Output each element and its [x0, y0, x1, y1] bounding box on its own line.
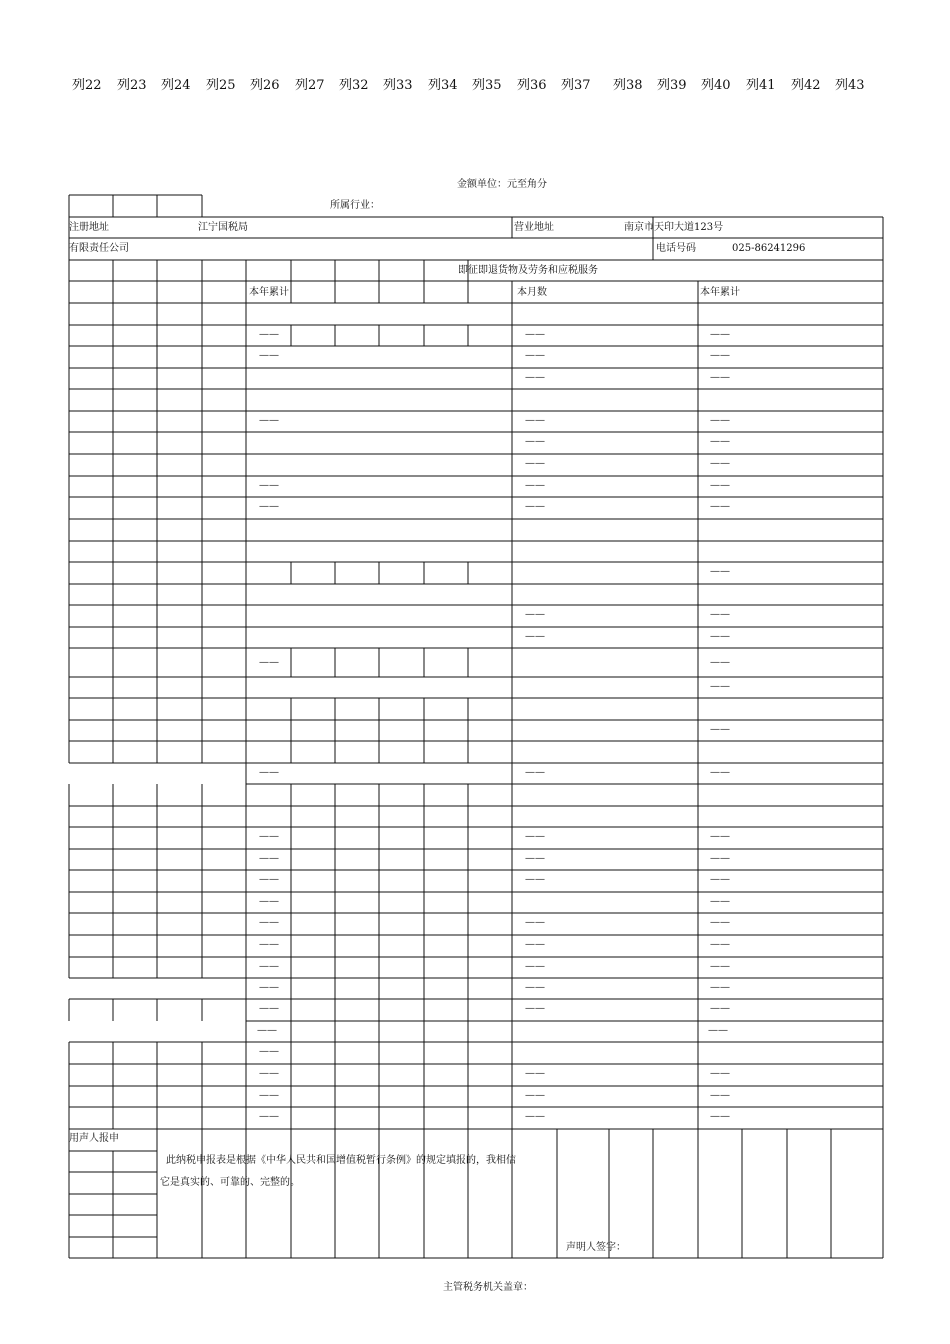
column-header-17: 列42 [791, 78, 821, 93]
column-header-5: 列26 [250, 78, 280, 93]
dash-mark: —— [259, 501, 279, 512]
dash-mark: —— [525, 1090, 545, 1101]
industry-label: 所属行业： [330, 200, 380, 211]
dash-mark: —— [710, 982, 730, 993]
phone-label: 电话号码 [656, 243, 696, 254]
dash-mark: —— [710, 896, 730, 907]
declaration-line-2: 它是真实的、可靠的、完整的。 [160, 1177, 300, 1188]
dash-mark: —— [259, 896, 279, 907]
dash-mark: —— [259, 961, 279, 972]
dash-mark: —— [259, 874, 279, 885]
dash-mark: —— [710, 917, 730, 928]
dash-mark: —— [525, 1068, 545, 1079]
refund-section-title: 即征即退货物及劳务和应税服务 [458, 265, 598, 276]
reg-address-value: 江宁国税局 [198, 222, 248, 233]
dash-mark: —— [259, 1068, 279, 1079]
dash-mark: —— [710, 631, 730, 642]
phone-value: 025-86241296 [732, 243, 806, 254]
column-header-10: 列35 [472, 78, 502, 93]
ytd-label-1: 本年累计 [249, 287, 289, 298]
dash-mark: —— [710, 831, 730, 842]
dash-mark: —— [525, 480, 545, 491]
dash-mark: —— [259, 767, 279, 778]
column-header-7: 列32 [339, 78, 369, 93]
company-type: 有限责任公司 [69, 243, 129, 254]
dash-mark: —— [259, 939, 279, 950]
dash-mark: —— [525, 853, 545, 864]
dash-mark: —— [259, 1003, 279, 1014]
dash-mark: —— [710, 566, 730, 577]
declarant-signature: 声明人签字： [566, 1242, 626, 1253]
dash-mark: —— [259, 480, 279, 491]
dash-mark: —— [525, 329, 545, 340]
dash-mark: —— [525, 982, 545, 993]
dash-mark: —— [710, 724, 730, 735]
column-header-4: 列25 [206, 78, 236, 93]
dash-mark: —— [525, 1111, 545, 1122]
dash-mark: —— [259, 350, 279, 361]
business-address-value: 南京市天印大道123号 [624, 222, 724, 233]
dash-mark: —— [710, 657, 730, 668]
dash-mark: —— [257, 1025, 277, 1036]
dash-mark: —— [525, 767, 545, 778]
dash-mark: —— [710, 350, 730, 361]
business-address-label: 营业地址 [514, 222, 554, 233]
dash-mark: —— [710, 436, 730, 447]
dash-mark: —— [708, 1025, 728, 1036]
dash-mark: —— [710, 1090, 730, 1101]
dash-mark: —— [525, 939, 545, 950]
dash-mark: —— [525, 350, 545, 361]
declarant-label: 用声人报申 [69, 1133, 119, 1144]
dash-mark: —— [259, 415, 279, 426]
dash-mark: —— [525, 917, 545, 928]
column-header-16: 列41 [746, 78, 776, 93]
column-header-9: 列34 [428, 78, 458, 93]
dash-mark: —— [710, 480, 730, 491]
column-header-15: 列40 [701, 78, 731, 93]
month-label: 本月数 [517, 287, 547, 298]
dash-mark: —— [525, 874, 545, 885]
dash-mark: —— [525, 415, 545, 426]
dash-mark: —— [710, 1068, 730, 1079]
dash-mark: —— [710, 372, 730, 383]
dash-mark: —— [259, 831, 279, 842]
dash-mark: —— [710, 415, 730, 426]
dash-mark: —— [525, 501, 545, 512]
dash-mark: —— [259, 917, 279, 928]
column-header-8: 列33 [383, 78, 413, 93]
dash-mark: —— [259, 982, 279, 993]
ytd-label-2: 本年累计 [700, 287, 740, 298]
column-header-2: 列23 [117, 78, 147, 93]
dash-mark: —— [710, 961, 730, 972]
dash-mark: —— [710, 609, 730, 620]
dash-mark: —— [525, 831, 545, 842]
dash-mark: —— [710, 853, 730, 864]
column-header-18: 列43 [835, 78, 865, 93]
dash-mark: —— [259, 657, 279, 668]
dash-mark: —— [525, 372, 545, 383]
reg-address-label: 注册地址 [69, 222, 109, 233]
dash-mark: —— [259, 329, 279, 340]
dash-mark: —— [710, 874, 730, 885]
column-header-11: 列36 [517, 78, 547, 93]
declaration-line-1: 此纳税申报表是根据《中华人民共和国增值税暂行条例》的规定填报的，我相信 [166, 1155, 516, 1166]
dash-mark: —— [525, 1003, 545, 1014]
dash-mark: —— [710, 681, 730, 692]
dash-mark: —— [259, 1111, 279, 1122]
dash-mark: —— [525, 458, 545, 469]
dash-mark: —— [710, 1111, 730, 1122]
dash-mark: —— [525, 631, 545, 642]
dash-mark: —— [259, 853, 279, 864]
tax-authority-seal: 主管税务机关盖章： [443, 1282, 533, 1293]
amount-unit: 金额单位：元至角分 [457, 179, 547, 190]
dash-mark: —— [259, 1090, 279, 1101]
dash-mark: —— [525, 961, 545, 972]
dash-mark: —— [710, 1003, 730, 1014]
dash-mark: —— [259, 1046, 279, 1057]
column-header-12: 列37 [561, 78, 591, 93]
column-header-13: 列38 [613, 78, 643, 93]
column-header-6: 列27 [295, 78, 325, 93]
column-header-3: 列24 [161, 78, 191, 93]
dash-mark: —— [710, 501, 730, 512]
dash-mark: —— [525, 436, 545, 447]
dash-mark: —— [710, 329, 730, 340]
column-header-1: 列22 [72, 78, 102, 93]
column-header-14: 列39 [657, 78, 687, 93]
dash-mark: —— [710, 767, 730, 778]
dash-mark: —— [525, 609, 545, 620]
dash-mark: —— [710, 458, 730, 469]
dash-mark: —— [710, 939, 730, 950]
